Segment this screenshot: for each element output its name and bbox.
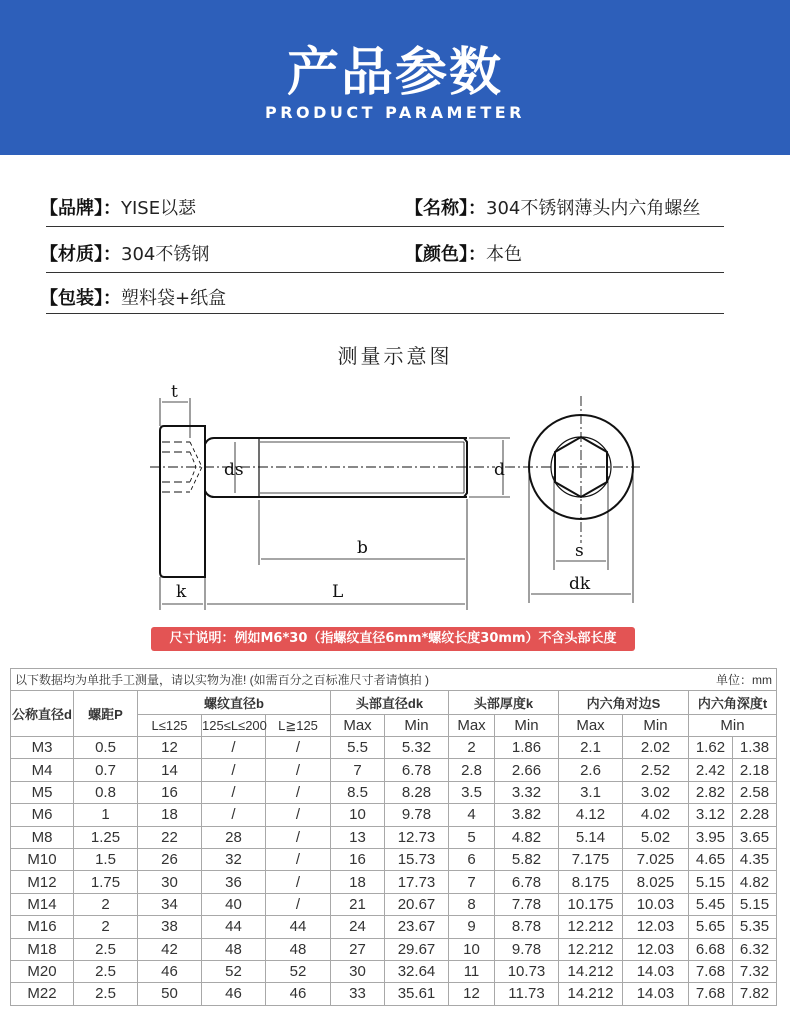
table-cell: / — [202, 737, 266, 759]
table-cell: 10.03 — [623, 893, 689, 915]
page-title: 产品参数 — [286, 43, 503, 103]
table-cell: 6.78 — [385, 759, 449, 781]
table-cell: 34 — [138, 893, 202, 915]
table-cell: 46 — [202, 983, 266, 1005]
table-body — [11, 737, 777, 1006]
dim-label-d: d — [494, 460, 505, 480]
table-cell: 2.42 — [689, 759, 733, 781]
table-row — [11, 781, 777, 803]
table-cell: 44 — [202, 916, 266, 938]
col-header-nominal-d: 公称直径d — [11, 691, 74, 737]
table-cell: 8.175 — [559, 871, 623, 893]
table-cell: 4.82 — [733, 871, 777, 893]
table-cell: 10 — [331, 804, 385, 826]
spec-brand-value: YISE以瑟 — [121, 198, 197, 219]
table-cell: 2.5 — [74, 938, 138, 960]
spec-material-value: 304不锈钢 — [121, 244, 210, 265]
spec-packaging-value: 塑料袋+纸盒 — [121, 288, 227, 309]
table-cell: 10.175 — [559, 893, 623, 915]
table-row — [11, 938, 777, 960]
diagram-title: 测量示意图 — [337, 344, 453, 368]
table-cell: 1.75 — [74, 871, 138, 893]
table-cell: 7.025 — [623, 848, 689, 870]
table-cell: 32.64 — [385, 960, 449, 982]
table-cell: 48 — [202, 938, 266, 960]
spec-color — [405, 240, 522, 270]
table-cell: 3.65 — [733, 826, 777, 848]
table-cell: 1 — [74, 804, 138, 826]
table-cell: / — [266, 737, 331, 759]
table-cell: 8.5 — [331, 781, 385, 803]
table-cell: 2 — [74, 893, 138, 915]
table-row — [11, 960, 777, 982]
table-cell: 5.45 — [689, 893, 733, 915]
table-header-row — [11, 691, 777, 715]
table-cell: 33 — [331, 983, 385, 1005]
table-cell: 14.212 — [559, 983, 623, 1005]
table-cell: 1.25 — [74, 826, 138, 848]
size-note-banner: 尺寸说明：例如M6*30（指螺纹直径6mm*螺纹长度30mm）不含头部长度 — [151, 627, 635, 651]
table-cell: 1.5 — [74, 848, 138, 870]
spec-material-key: 【材质】： — [40, 244, 121, 265]
table-cell: 7 — [331, 759, 385, 781]
subheader-s-max: Max — [559, 715, 623, 737]
table-cell: M18 — [11, 938, 74, 960]
table-cell: 5.82 — [495, 848, 559, 870]
table-cell: 2.02 — [623, 737, 689, 759]
table-cell: 2.28 — [733, 804, 777, 826]
dim-label-ds: ds — [224, 460, 244, 480]
table-cell: 48 — [266, 938, 331, 960]
table-cell: 3.32 — [495, 781, 559, 803]
table-cell: 6.78 — [495, 871, 559, 893]
table-cell: 30 — [138, 871, 202, 893]
spec-material — [40, 240, 209, 270]
table-row — [11, 871, 777, 893]
table-cell: 9.78 — [495, 938, 559, 960]
spec-brand — [40, 194, 196, 224]
col-header-head-k: 头部厚度k — [449, 691, 559, 715]
table-cell: 14.03 — [623, 983, 689, 1005]
table-cell: 3.82 — [495, 804, 559, 826]
table-cell: 5.5 — [331, 737, 385, 759]
subheader-b-l125: L≤125 — [138, 715, 202, 737]
subheader-k-min: Min — [495, 715, 559, 737]
spec-color-value: 本色 — [486, 244, 522, 265]
table-cell: 3.5 — [449, 781, 495, 803]
table-row — [11, 759, 777, 781]
table-cell: / — [202, 804, 266, 826]
table-cell: 46 — [266, 983, 331, 1005]
table-cell: 4.02 — [623, 804, 689, 826]
table-cell: 5.15 — [689, 871, 733, 893]
table-cell: 3.12 — [689, 804, 733, 826]
table-cell: 7.175 — [559, 848, 623, 870]
table-cell: 9.78 — [385, 804, 449, 826]
table-cell: M20 — [11, 960, 74, 982]
table-cell: 5.14 — [559, 826, 623, 848]
table-cell: 2.52 — [623, 759, 689, 781]
table-cell: 12.03 — [623, 938, 689, 960]
table-row — [11, 893, 777, 915]
table-cell: 2.1 — [559, 737, 623, 759]
table-cell: 29.67 — [385, 938, 449, 960]
table-cell: 2.6 — [559, 759, 623, 781]
table-cell: 7.78 — [495, 893, 559, 915]
table-cell: 12.212 — [559, 938, 623, 960]
subheader-b-l125-200: 125≤L≤200 — [202, 715, 266, 737]
table-cell: M14 — [11, 893, 74, 915]
table-cell: 2 — [74, 916, 138, 938]
table-cell: 17.73 — [385, 871, 449, 893]
table-cell: 10 — [449, 938, 495, 960]
table-cell: 22 — [138, 826, 202, 848]
table-caption — [11, 669, 777, 691]
table-cell: 2.82 — [689, 781, 733, 803]
table-cell: 1.86 — [495, 737, 559, 759]
table-cell: 16 — [331, 848, 385, 870]
col-header-hex-t: 内六角深度t — [689, 691, 777, 715]
table-cell: 0.8 — [74, 781, 138, 803]
parameter-table — [10, 668, 777, 1006]
subheader-dk-min: Min — [385, 715, 449, 737]
table-cell: 12.212 — [559, 916, 623, 938]
table-cell: / — [202, 781, 266, 803]
spec-brand-key: 【品牌】： — [40, 198, 121, 219]
table-cell: / — [266, 826, 331, 848]
table-cell: 5.65 — [689, 916, 733, 938]
table-cell: 46 — [138, 960, 202, 982]
table-cell: 14.03 — [623, 960, 689, 982]
subheader-t-min: Min — [689, 715, 777, 737]
table-cell: 3.95 — [689, 826, 733, 848]
table-cell: / — [266, 759, 331, 781]
table-cell: 44 — [266, 916, 331, 938]
table-cell: 28 — [202, 826, 266, 848]
table-unit: 单位：mm — [716, 673, 773, 687]
table-cell: M10 — [11, 848, 74, 870]
table-cell: 4 — [449, 804, 495, 826]
table-cell: 8.025 — [623, 871, 689, 893]
page-subtitle: PRODUCT PARAMETER — [264, 103, 525, 122]
table-cell: M5 — [11, 781, 74, 803]
table-cell: 6.32 — [733, 938, 777, 960]
table-cell: 1.62 — [689, 737, 733, 759]
table-cell: 32 — [202, 848, 266, 870]
divider — [46, 313, 724, 314]
col-header-pitch: 螺距P — [74, 691, 138, 737]
table-row — [11, 826, 777, 848]
table-cell: 26 — [138, 848, 202, 870]
table-cell: 12.73 — [385, 826, 449, 848]
table-cell: 8 — [449, 893, 495, 915]
divider — [46, 272, 724, 273]
table-row — [11, 983, 777, 1005]
table-cell: 5.02 — [623, 826, 689, 848]
dim-label-t: t — [171, 382, 178, 402]
table-cell: 7 — [449, 871, 495, 893]
table-cell: 14 — [138, 759, 202, 781]
table-cell: 8.28 — [385, 781, 449, 803]
table-cell: 13 — [331, 826, 385, 848]
col-header-head-dk: 头部直径dk — [331, 691, 449, 715]
spec-name-value: 304不锈钢薄头内六角螺丝 — [486, 198, 701, 219]
table-cell: 2.5 — [74, 983, 138, 1005]
table-cell: 3.02 — [623, 781, 689, 803]
table-cell: 27 — [331, 938, 385, 960]
table-cell: 42 — [138, 938, 202, 960]
table-cell: 40 — [202, 893, 266, 915]
table-cell: M22 — [11, 983, 74, 1005]
table-cell: / — [266, 871, 331, 893]
table-cell: M12 — [11, 871, 74, 893]
table-cell: 10.73 — [495, 960, 559, 982]
table-row — [11, 848, 777, 870]
table-cell: 2.18 — [733, 759, 777, 781]
dim-label-s: s — [575, 541, 584, 561]
spec-name-key: 【名称】： — [405, 198, 486, 219]
table-cell: 0.5 — [74, 737, 138, 759]
table-cell: 4.82 — [495, 826, 559, 848]
table-cell: 5 — [449, 826, 495, 848]
subheader-dk-max: Max — [331, 715, 385, 737]
spec-color-key: 【颜色】： — [405, 244, 486, 265]
table-cell: 21 — [331, 893, 385, 915]
subheader-s-min: Min — [623, 715, 689, 737]
dim-label-L: L — [332, 582, 344, 602]
col-header-hex-s: 内六角对边S — [559, 691, 689, 715]
table-cell: 5.15 — [733, 893, 777, 915]
table-caption-row — [11, 669, 777, 691]
table-cell: M8 — [11, 826, 74, 848]
table-cell: 12 — [138, 737, 202, 759]
table-cell: 7.32 — [733, 960, 777, 982]
subheader-b-lge125: L≧125 — [266, 715, 331, 737]
table-cell: 0.7 — [74, 759, 138, 781]
table-row — [11, 804, 777, 826]
table-cell: 15.73 — [385, 848, 449, 870]
table-cell: 2.58 — [733, 781, 777, 803]
table-cell: M3 — [11, 737, 74, 759]
table-cell: 36 — [202, 871, 266, 893]
table-cell: 4.35 — [733, 848, 777, 870]
table-cell: / — [202, 759, 266, 781]
table-cell: 52 — [266, 960, 331, 982]
table-cell: 2.8 — [449, 759, 495, 781]
table-cell: 2.66 — [495, 759, 559, 781]
table-cell: 3.1 — [559, 781, 623, 803]
table-cell: M6 — [11, 804, 74, 826]
table-disclaimer: 以下数据均为单批手工测量，请以实物为准! (如需百分之百标准尺寸者请慎拍 ) — [15, 673, 429, 687]
table-cell: 18 — [331, 871, 385, 893]
table-cell: 12.03 — [623, 916, 689, 938]
table-cell: 4.12 — [559, 804, 623, 826]
header-banner — [0, 0, 790, 155]
table-cell: 30 — [331, 960, 385, 982]
table-cell: 6 — [449, 848, 495, 870]
table-cell: 20.67 — [385, 893, 449, 915]
table-cell: / — [266, 848, 331, 870]
table-cell: 16 — [138, 781, 202, 803]
table-cell: 9 — [449, 916, 495, 938]
table-cell: 4.65 — [689, 848, 733, 870]
table-cell: 23.67 — [385, 916, 449, 938]
table-cell: 5.35 — [733, 916, 777, 938]
table-row — [11, 737, 777, 759]
table-cell: / — [266, 804, 331, 826]
table-cell: 2 — [449, 737, 495, 759]
table-cell: 11 — [449, 960, 495, 982]
table-cell: 6.68 — [689, 938, 733, 960]
table-cell: 7.82 — [733, 983, 777, 1005]
dim-label-k: k — [176, 582, 187, 602]
table-cell: 50 — [138, 983, 202, 1005]
col-header-thread-b: 螺纹直径b — [138, 691, 331, 715]
table-cell: 14.212 — [559, 960, 623, 982]
spec-packaging-key: 【包装】： — [40, 288, 121, 309]
table-cell: 1.38 — [733, 737, 777, 759]
dim-label-b: b — [357, 538, 368, 558]
table-cell: 18 — [138, 804, 202, 826]
table-cell: 12 — [449, 983, 495, 1005]
table-cell: 7.68 — [689, 983, 733, 1005]
table-cell: 52 — [202, 960, 266, 982]
table-cell: M16 — [11, 916, 74, 938]
table-cell: 2.5 — [74, 960, 138, 982]
subheader-k-max: Max — [449, 715, 495, 737]
table-cell: 7.68 — [689, 960, 733, 982]
divider — [46, 226, 724, 227]
table-cell: 11.73 — [495, 983, 559, 1005]
table-row — [11, 916, 777, 938]
table-cell: 35.61 — [385, 983, 449, 1005]
table-cell: 24 — [331, 916, 385, 938]
table-cell: M4 — [11, 759, 74, 781]
spec-packaging — [40, 284, 226, 314]
table-cell: 8.78 — [495, 916, 559, 938]
spec-name — [405, 194, 700, 224]
table-cell: 5.32 — [385, 737, 449, 759]
table-cell: / — [266, 781, 331, 803]
table-cell: 38 — [138, 916, 202, 938]
dim-label-dk: dk — [569, 574, 591, 594]
table-cell: / — [266, 893, 331, 915]
screw-dimension-diagram — [150, 378, 650, 618]
